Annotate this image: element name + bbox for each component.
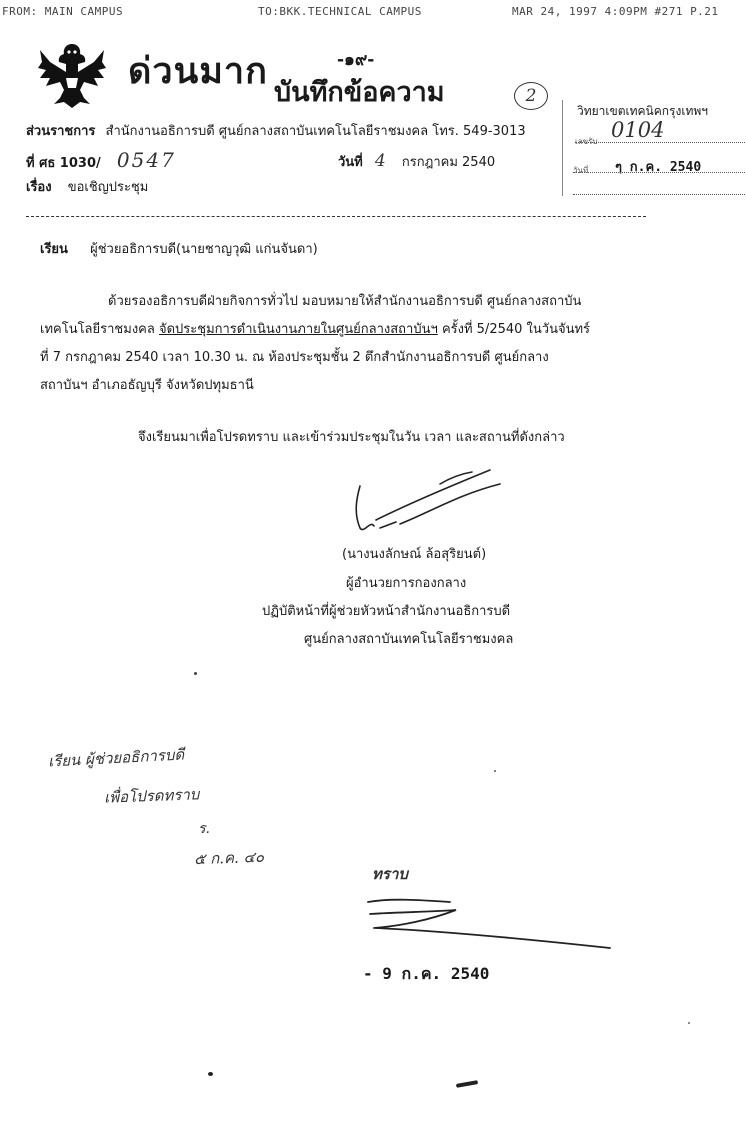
speck-dot xyxy=(688,1022,690,1024)
stamp-date-label: วันที่ xyxy=(573,166,589,175)
body-closing: จึงเรียนมาเพื่อโปรดทราบ และเข้าร่วมประชุมในวัน เวลา และสถานที่ดังกล่าว xyxy=(138,430,565,445)
handwritten-note-line-3: ร. xyxy=(198,821,210,837)
handwritten-note-line-1: เรียน ผู้ช่วยอธิการบดี xyxy=(47,745,185,771)
signatory-position-2: ปฏิบัติหน้าที่ผู้ช่วยหัวหน้าสำนักงานอธิการบดี xyxy=(262,604,511,619)
addressee-value: ผู้ช่วยอธิการบดี(นายชาญวุฒิ แก่นจันดา) xyxy=(90,242,318,257)
memo-date-label: วันที่ xyxy=(338,155,363,170)
stamp-blank-line xyxy=(573,194,745,195)
urgent-label: ด่วนมาก xyxy=(128,50,268,92)
speck-dot xyxy=(208,1072,213,1076)
garuda-emblem-icon xyxy=(36,38,108,112)
agency-row xyxy=(26,120,526,141)
subject-label: เรื่อง xyxy=(26,180,52,195)
stamp-number-value: 0104 xyxy=(611,118,665,142)
stamp-number-line xyxy=(575,142,745,143)
agency-label: ส่วนราชการ xyxy=(26,124,96,139)
signature-icon xyxy=(340,462,510,542)
addressee-label: เรียน xyxy=(40,242,68,257)
acknowledged-note: ทราบ xyxy=(372,865,408,883)
receiving-stamp xyxy=(562,100,746,196)
handwritten-note-date: ๕ ก.ค. ๔๐ xyxy=(193,847,265,869)
memo-date-rest: กรกฎาคม 2540 xyxy=(401,155,496,170)
memo-date-day: 4 xyxy=(374,151,386,171)
page-mark: -๑๙- xyxy=(337,50,375,70)
doc-number-label: ที่ ศธ 1030/ xyxy=(26,156,101,171)
addressee-row xyxy=(40,238,318,259)
speck-dot xyxy=(494,770,496,772)
circled-number: 2 xyxy=(514,82,548,110)
signatory-position-3: ศูนย์กลางสถาบันเทคโนโลยีราชมงคล xyxy=(304,632,514,647)
signatory-name: (นางนงลักษณ์ ล้อสุริยนต์) xyxy=(342,547,487,562)
body-line-2 xyxy=(40,318,590,339)
body-line-3: ที่ 7 กรกฎาคม 2540 เวลา 10.30 น. ณ ห้องประชุมชั้น 2 ตึกสำนักงานอธิการบดี ศูนย์กลาง xyxy=(40,350,549,365)
body-line-2-b: จัดประชุมการดำเนินงานภายในศูนย์กลางสถาบันฯ xyxy=(158,322,438,337)
doc-number-row xyxy=(26,148,176,173)
signatory-position-1: ผู้อำนวยการกองกลาง xyxy=(346,576,467,591)
body-line-4: สถาบันฯ อำเภอธัญบุรี จังหวัดปทุมธานี xyxy=(40,378,254,393)
fax-datetime: MAR 24, 1997 4:09PM #271 P.21 xyxy=(512,5,719,18)
doc-number-value: 0547 xyxy=(116,148,176,172)
speck-mark xyxy=(456,1080,478,1088)
stamp-org: วิทยาเขตเทคนิคกรุงเทพฯ xyxy=(577,104,709,118)
memo-title: บันทึกข้อความ xyxy=(274,77,445,108)
stamp-number-label: เลขรับ xyxy=(575,137,598,146)
agency-value: สำนักงานอธิการบดี ศูนย์กลางสถาบันเทคโนโลยีราชมงคล โทร. 549-3013 xyxy=(105,124,526,139)
fax-to: TO:BKK.TECHNICAL CAMPUS xyxy=(258,5,422,18)
handwritten-note-line-2: เพื่อโปรดทราบ xyxy=(103,785,200,807)
stamp-date-value: ๆ ก.ค. 2540 xyxy=(615,160,702,175)
fax-from: FROM: MAIN CAMPUS xyxy=(2,5,124,18)
received-date-stamp: - 9 ก.ค. 2540 xyxy=(363,964,490,983)
subject-value: ขอเชิญประชุม xyxy=(67,180,149,195)
acknowledgement-signature-icon xyxy=(360,890,630,954)
memo-date-row xyxy=(338,151,495,172)
stamp-date-line xyxy=(573,172,745,173)
speck-dot xyxy=(194,672,197,675)
body-line-1: ด้วยรองอธิการบดีฝ่ายกิจการทั่วไป มอบหมายให้สำนักงานอธิการบดี ศูนย์กลางสถาบัน xyxy=(108,294,582,309)
body-line-2-a: เทคโนโลยีราชมงคล xyxy=(40,322,159,337)
header-divider xyxy=(26,216,646,217)
body-line-2-c: ครั้งที่ 5/2540 ในวันจันทร์ xyxy=(441,322,591,337)
subject-row xyxy=(26,176,148,197)
